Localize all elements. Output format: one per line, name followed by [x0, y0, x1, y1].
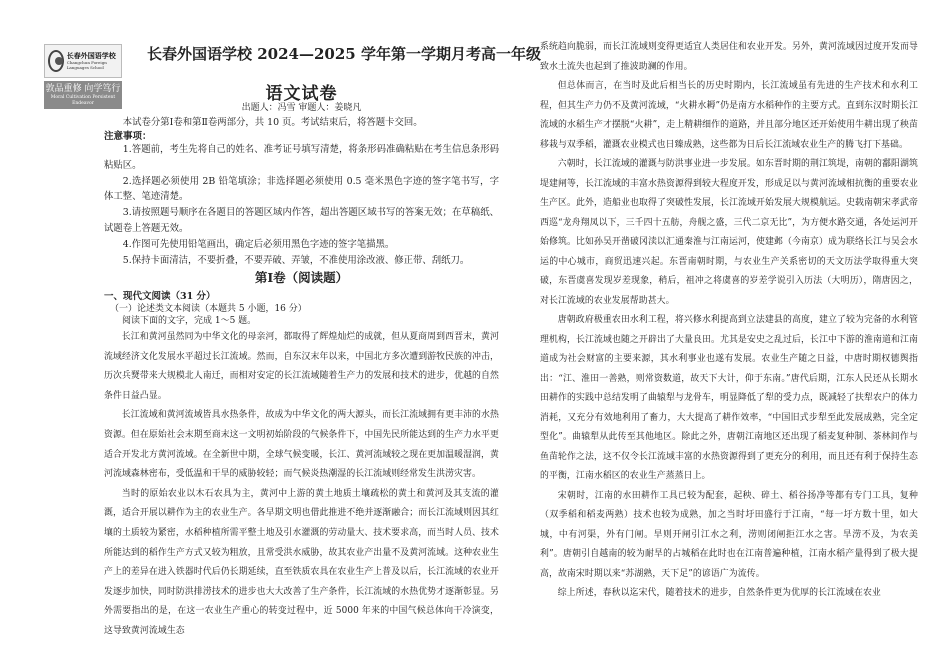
logo-school-name: 长春外国语学校 — [66, 51, 116, 60]
school-term-title: 长春外国语学校 2024—2025 学年第一学期月考高一年级 — [147, 45, 541, 63]
exam-intro: 本试卷分第Ⅰ卷和第Ⅱ卷两部分，共 10 页。考试结束后，将答题卡交回。 — [122, 117, 423, 128]
notice-item: 2.选择题必须使用 2B 铅笔填涂；非选择题必须使用 0.5 毫米黑色字迹的签字笔书写，字体工整、笔迹清楚。 — [104, 175, 499, 203]
passage-paragraph: 当时的原始农业以木石农具为主，黄河中上游的黄土地质土壤疏松的黄土和黄河及其支流的灌溉，适合开展以耕作为主的农业生产。各早期文明也借此推进不绝并逐渐融合；而长江流域则因其红壤的土质较为紧密，水稻种植所需平整土地及引水灌溉的劳动量大、技术要求高，而当时人员、技术所能达到的稻作生产方式又较为粗放，且常受洪水威胁，故其农业产出量不及黄河流域。这种农业生产上的差异在进入铁器时代后仍长期延续，直至铁质农具在农业生产上普及以后，长江流域的农业开发逐步加快，同时防洪排涝技术的进步也大大改善了生产条件，长江流域的水热优势才逐渐彰显。另外需要指出的是，在这一农业生产重心的转变过程中，近 5000 年来的中国气候总体向干冷演变，这导致黄河流域生态 — [104, 488, 499, 636]
section-heading: 一、现代文阅读（31 分） — [104, 291, 216, 302]
reading-instruction: 阅读下面的文字，完成 1～5 题。 — [122, 316, 257, 326]
passage-paragraph: 长江流域和黄河流域皆具水热条件，故成为中华文化的两大源头，而长江流域拥有更丰沛的水热资源。但在原始社会末期至商末这一文明初始阶段的气候条件下，中国先民所能达到的生产力水平更适合开发北方黄河流域。在全新世中期，全球气候变暖，长江、黄河流域较之现在更加温暖湿润，黄河流域森林密布，受低温和干旱的威胁较轻；而气候炎热潮湿的长江流域则经常发生洪涝灾害。 — [104, 410, 499, 480]
notice-item: 1.答题前，考生先将自己的姓名、准考证号填写清楚，将条形码准确粘贴在考生信息条形码粘贴区。 — [104, 144, 499, 171]
logo-text — [67, 52, 118, 70]
passage-paragraph: 系统趋向脆弱，而长江流域则变得更适宜人类居住和农业开发。另外，黄河流域因过度开发而导致水土流失也起到了推波助澜的作用。 — [540, 42, 918, 72]
exam-authors: 出题人：冯雪 审题人：姜晓凡 — [241, 103, 362, 113]
school-seal-icon — [48, 50, 64, 72]
part-one-title: 第Ⅰ卷（阅读题） — [254, 270, 349, 285]
notice-item: 4.作图可先使用铅笔画出，确定后必须用黑色字迹的签字笔描黑。 — [122, 238, 395, 250]
notice-heading: 注意事项： — [104, 131, 152, 142]
logo-motto-cn: 敦品重修 向学笃行 — [45, 84, 121, 94]
logo-school-name-en: Changchun Foreign Languages School — [66, 60, 107, 70]
passage-paragraph: 综上所述，春秋以迄宋代，随着技术的进步，自然条件更为优厚的长江流域在农业 — [557, 588, 881, 598]
notice-item: 5.保持卡面清洁，不要折叠，不要弄破、弄皱，不准使用涂改液、修正带、刮纸刀。 — [122, 254, 470, 266]
subsection-heading: （一）论述类文本阅读（本题共 5 小题，16 分） — [110, 304, 307, 314]
exam-title: 语文试卷 — [265, 84, 338, 104]
passage-paragraph: 但总体而言，在当时及此后相当长的历史时期内，长江流域虽有先进的生产技术和水利工程，但其生产力仍不及黄河流域，“火耕水耨”仍是南方水稻种作的主要方式。直到东汉时期长江流域的水稻生产才摆脱“火耕”，走上精耕细作的道路，并且部分地区还开始使用牛耕出现了秧苗移栽与双季稻，灌溉农业模式也日臻成熟，这些都为日后长江流域农业生产的腾飞打下基础。 — [540, 81, 918, 150]
notice-item: 3.请按照题号顺序在各题目的答题区域内作答，超出答题区域书写的答案无效；在草稿纸、试题卷上答题无效。 — [104, 207, 499, 234]
notice-list — [104, 142, 499, 268]
passage-paragraph: 宋朝时，江南的水田耕作工具已较为配套，起秧、碎土、稻谷扬净等都有专门工具，复种（双季稻和稻麦两熟）技术也较为成熟，加之当时圩田盛行于江南，“每一圩方数十里，如大城，中有河渠，外有门闸。旱则开闸引江水之利，涝则闭闸拒江水之害。旱涝不及，为农美利”。唐朝引自越南的较为耐旱的占城稻在此时也在江南普遍种植，江南水稻产量得到了极大提高，故南宋时期以来“苏湖熟，天下足”的谚语广为流传。 — [540, 490, 918, 579]
passage-paragraph: 六朝时，长江流域的灌溉与防洪事业进一步发展。如东晋时期的荆江筑堤，南朝的鄱阳湖筑堤建闸等，长江流域的丰富水热资源得到较大程度开发，形成足以与黄河流域相抗衡的重要农业生产区。此外，造船业也取得了突破性发展，长江流域开始发展大规模航运。史载南朝宋孝武帝西巡“龙舟翔凤以下，三千四十五舫，舟舰之盛，三代二京无比”，为方便水路交通，各处运河开始修筑。比如孙吴开凿破冈渎以汇通秦淮与江南运河，使建邺（今南京）成为联络长江与吴会水运的中心城市，商贸迅速兴起。东晋南朝时期，与农业生产关系密切的天文历法学取得重大突破，东晋虞喜发现岁差现象，稍后，祖冲之将虞喜的岁差学说引入历法（大明历），隋唐因之，对长江流域的农业发展帮助甚大。 — [540, 159, 918, 306]
logo-motto-en: Moral Cultivation Persistent Endeavor — [50, 95, 116, 106]
logo-header — [44, 44, 122, 78]
passage-paragraph: 长江和黄河虽然同为中华文化的母亲河，都取得了辉煌灿烂的成就，但从夏商周到西晋末，黄河流域经济文化发展水平超过长江流域。然而，自东汉末年以来，中国北方多次遭到游牧民族的冲击，历次兵燹带来大规模北人南迁，而相对安定的长江流域随着生产力的发展和技术的进步，优越的自然条件日益凸显。 — [104, 332, 499, 401]
passage-right-column — [540, 38, 918, 604]
passage-paragraph: 唐朝政府极重农田水利工程，将兴修水利提高到立法建县的高度，建立了较为完备的水利管理机构，长江流域也随之开辟出了大量良田。尤其是安史之乱过后，长江中下游的淮南道和江南道成为社会财富的主要来源，其水利事业也遂有发展。农业生产随之日益，中唐时期权德舆指出：“江、淮田一善熟，则常资数道，故天下大计，仰于东南。”唐代后期，江东人民还从长期水田耕作的实践中总结发明了曲辕犁与龙骨车，明显降低了犁的受力点，既减轻了扶犁农户的体力消耗，又充分有效地利用了畜力，大大提高了耕作效率，“中国旧式步犁至此发展成熟，完全定型化”。曲辕犁从此传至其他地区。除此之外，唐朝江南地区还出现了稻麦复种制、茶林间作与鱼苗轮作之法，这不仅令长江流域丰富的水热资源得到了更充分的利用，而且还有利于保持生态的平衡，江南水稻区的农业生产蒸蒸日上。 — [540, 315, 918, 481]
passage-left-column — [104, 328, 499, 642]
